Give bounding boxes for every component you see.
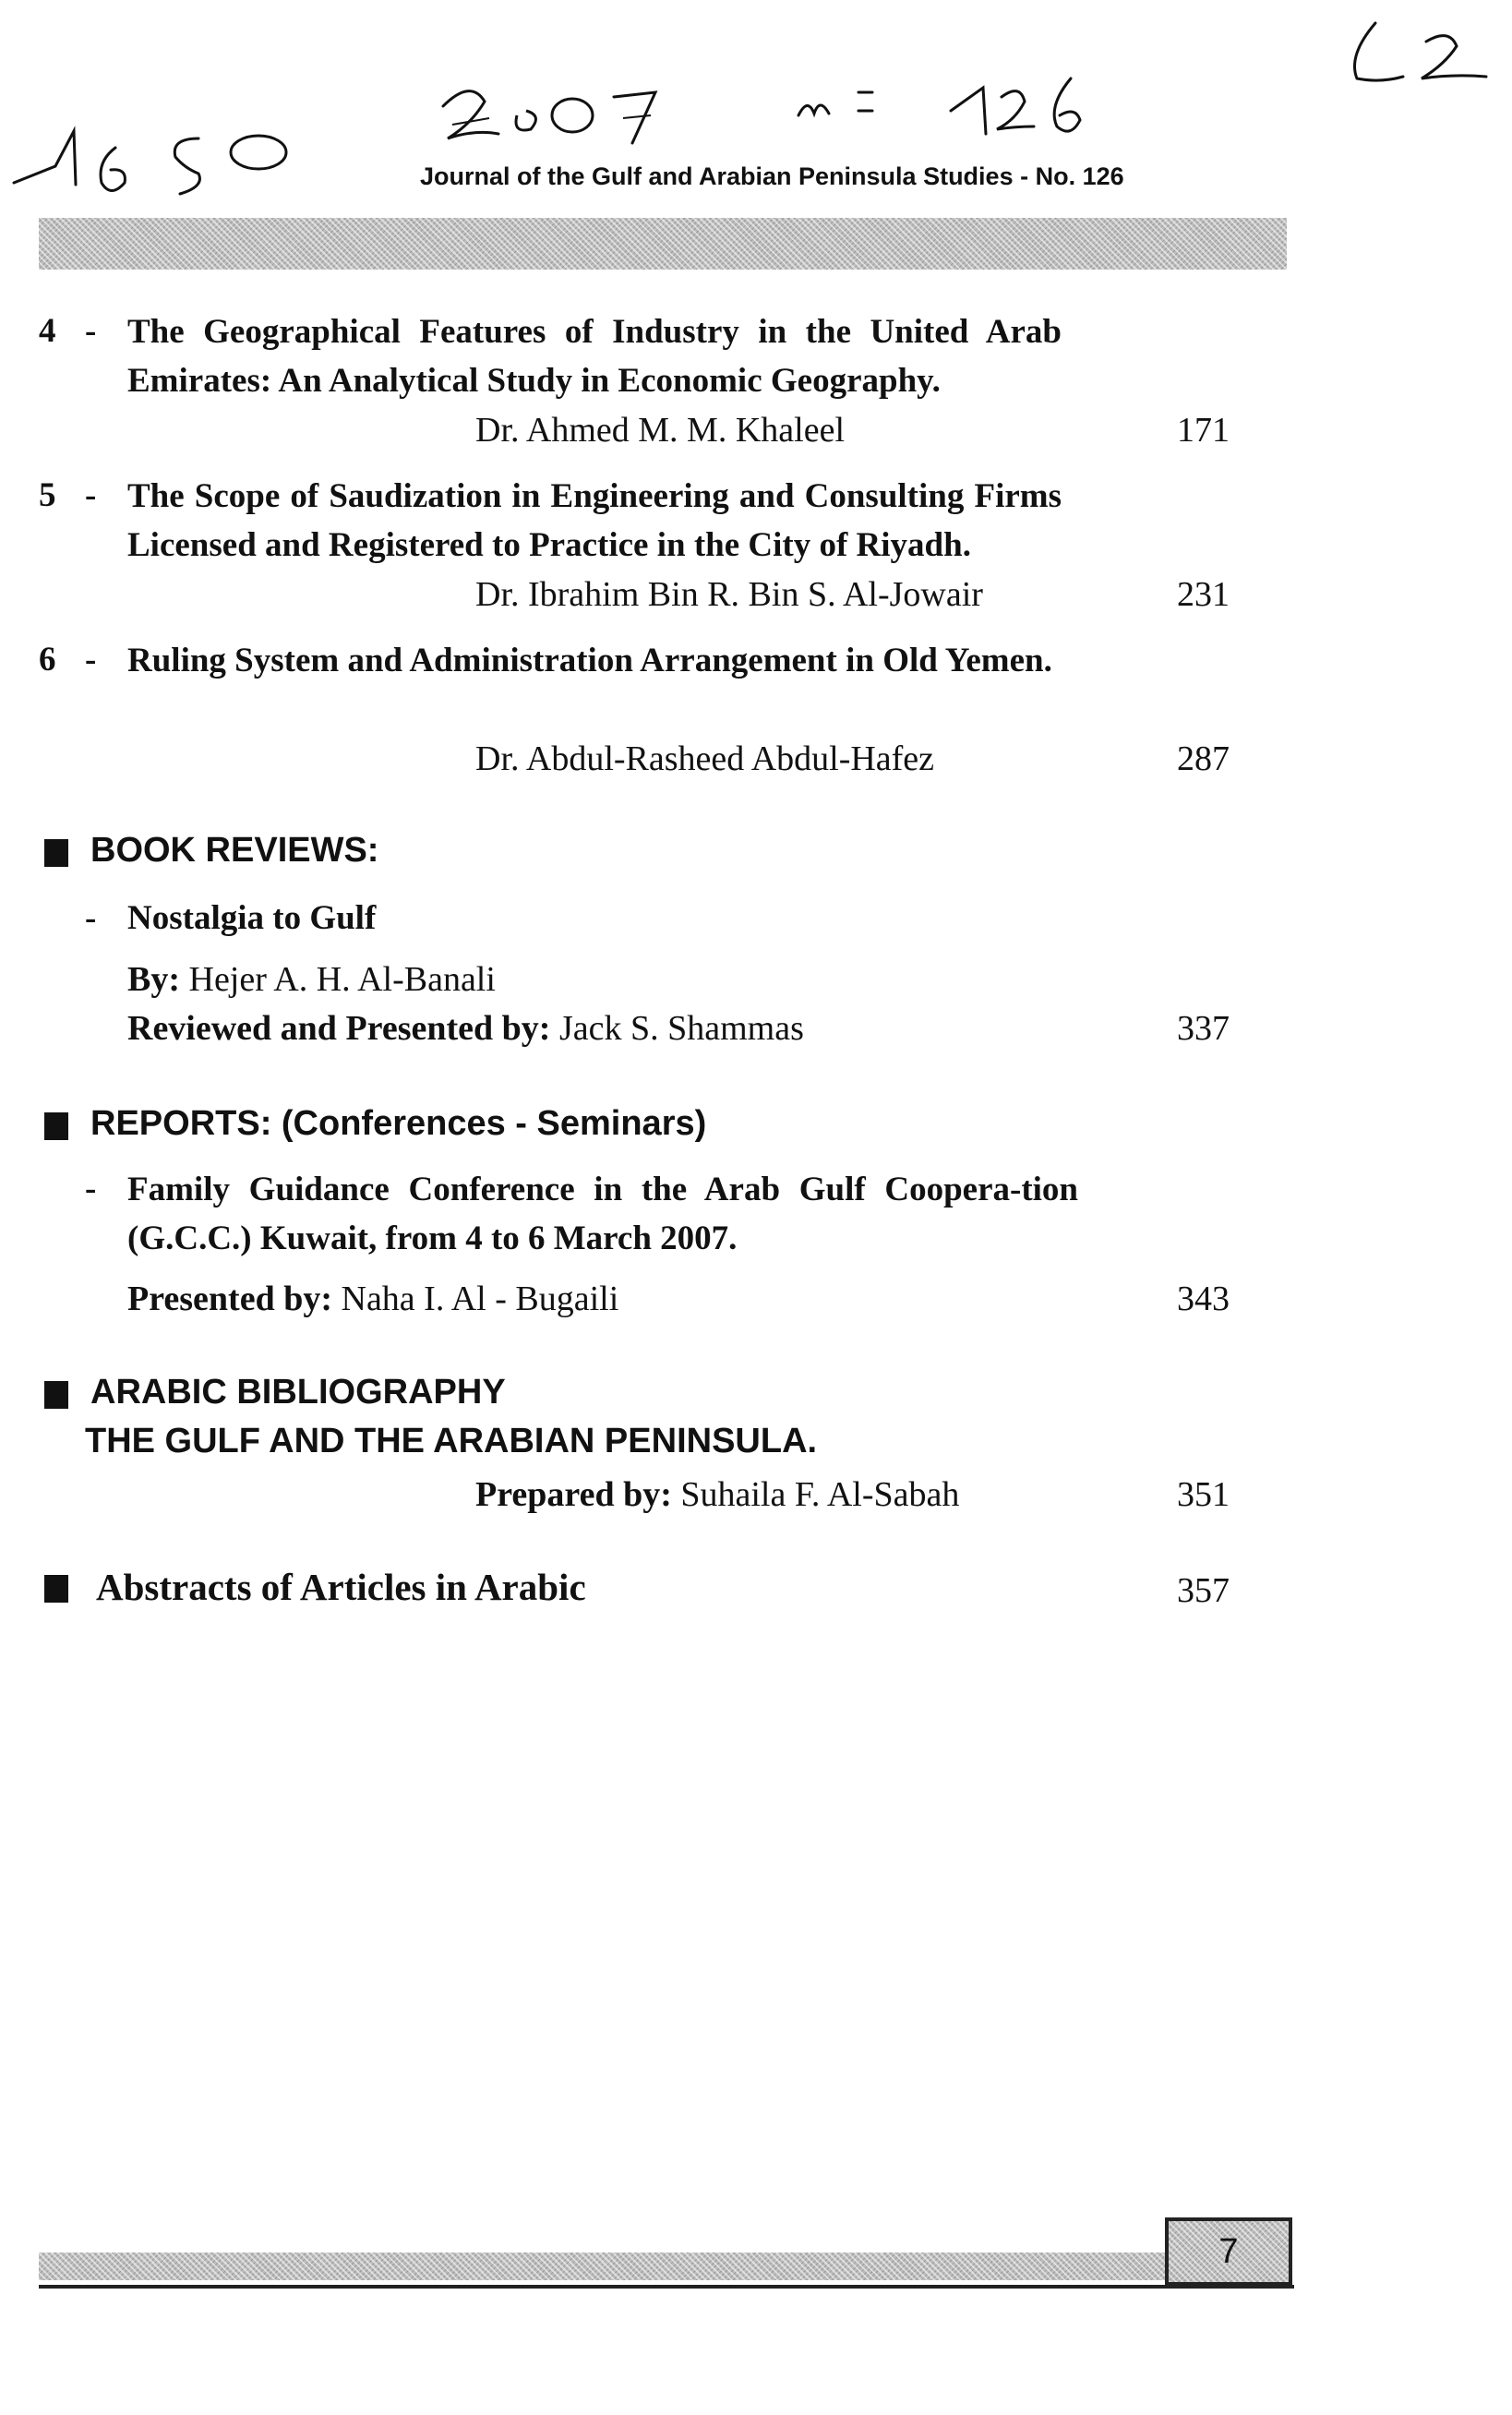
page-number-box bbox=[1165, 2217, 1292, 2286]
reviewed-by-name: Jack S. Shammas bbox=[558, 1009, 804, 1048]
journal-title: Journal of the Gulf and Arabian Peninsula Studies - No. 126 bbox=[420, 162, 1124, 190]
footer-rule bbox=[39, 2285, 1294, 2289]
article-number: 4 bbox=[39, 312, 56, 350]
presented-by-label: Presented by: bbox=[127, 1280, 332, 1318]
presented-by-name: Naha I. Al - Bugaili bbox=[341, 1280, 619, 1318]
article-author: Dr. Abdul-Rasheed Abdul-Hafez bbox=[475, 739, 935, 778]
report-title: Family Guidance Conference in the Arab Gulf Coopera-tion (G.C.C.) Kuwait, from 4 to 6 March 2007. bbox=[127, 1171, 1078, 1257]
bibliography-heading-line2: THE GULF AND THE ARABIAN PENINSULA. bbox=[85, 1422, 818, 1460]
prepared-by-name: Suhaila F. Al-Sabah bbox=[680, 1475, 960, 1514]
header-stripe bbox=[39, 218, 1287, 270]
review-by-label: By: bbox=[127, 960, 180, 999]
handwritten-corner-mark bbox=[1338, 14, 1495, 102]
reviewer-line bbox=[127, 1008, 804, 1049]
abstracts-heading: Abstracts of Articles in Arabic bbox=[96, 1566, 586, 1608]
article-number: 6 bbox=[39, 641, 56, 679]
book-reviews-heading: BOOK REVIEWS: bbox=[90, 831, 379, 870]
section-bullet-icon bbox=[44, 1381, 68, 1409]
article-author: Dr. Ibrahim Bin R. Bin S. Al-Jowair bbox=[475, 575, 983, 614]
review-title: Nostalgia to Gulf bbox=[127, 899, 377, 937]
bibliography-page-number: 351 bbox=[1177, 1475, 1230, 1514]
handwritten-year-2007 bbox=[434, 74, 711, 162]
article-author: Dr. Ahmed M. M. Khaleel bbox=[475, 411, 846, 450]
review-by-name: Hejer A. H. Al-Banali bbox=[188, 960, 496, 999]
section-bullet-icon bbox=[44, 1112, 68, 1140]
bibliography-heading-line1: ARABIC BIBLIOGRAPHY bbox=[90, 1373, 506, 1412]
review-author-line bbox=[127, 959, 496, 1000]
review-dash: - bbox=[85, 899, 97, 937]
report-page-number: 343 bbox=[1177, 1280, 1230, 1318]
article-page-number: 287 bbox=[1177, 739, 1230, 778]
article-title: Ruling System and Administration Arrangement in Old Yemen. bbox=[127, 642, 1052, 679]
footer-stripe bbox=[39, 2253, 1172, 2280]
section-bullet-icon bbox=[44, 1575, 68, 1603]
article-page-number: 231 bbox=[1177, 575, 1230, 614]
article-dash: - bbox=[85, 641, 97, 679]
article-page-number: 171 bbox=[1177, 411, 1230, 450]
article-dash: - bbox=[85, 312, 97, 350]
article-dash: - bbox=[85, 476, 97, 514]
page-number: 7 bbox=[1218, 2231, 1239, 2271]
handwritten-issue-number bbox=[794, 69, 1126, 157]
abstracts-page-number: 357 bbox=[1177, 1571, 1230, 1610]
review-page-number: 337 bbox=[1177, 1009, 1230, 1048]
handwritten-number-1650 bbox=[9, 111, 295, 217]
article-number: 5 bbox=[39, 476, 56, 514]
reports-heading: REPORTS: (Conferences - Seminars) bbox=[90, 1104, 707, 1143]
prepared-by-label: Prepared by: bbox=[475, 1475, 672, 1514]
report-presenter-line bbox=[127, 1279, 618, 1319]
section-bullet-icon bbox=[44, 839, 68, 867]
report-dash: - bbox=[85, 1170, 97, 1208]
reviewed-by-label: Reviewed and Presented by: bbox=[127, 1009, 551, 1048]
article-title: The Scope of Saudization in Engineering and Consulting Firms Licensed and Registered to Practice in the City of Riyadh. bbox=[127, 477, 1062, 564]
article-title: The Geographical Features of Industry in the United Arab Emirates: An Analytical Study in Economic Geography. bbox=[127, 313, 1062, 400]
bibliography-preparer-line bbox=[475, 1474, 959, 1515]
